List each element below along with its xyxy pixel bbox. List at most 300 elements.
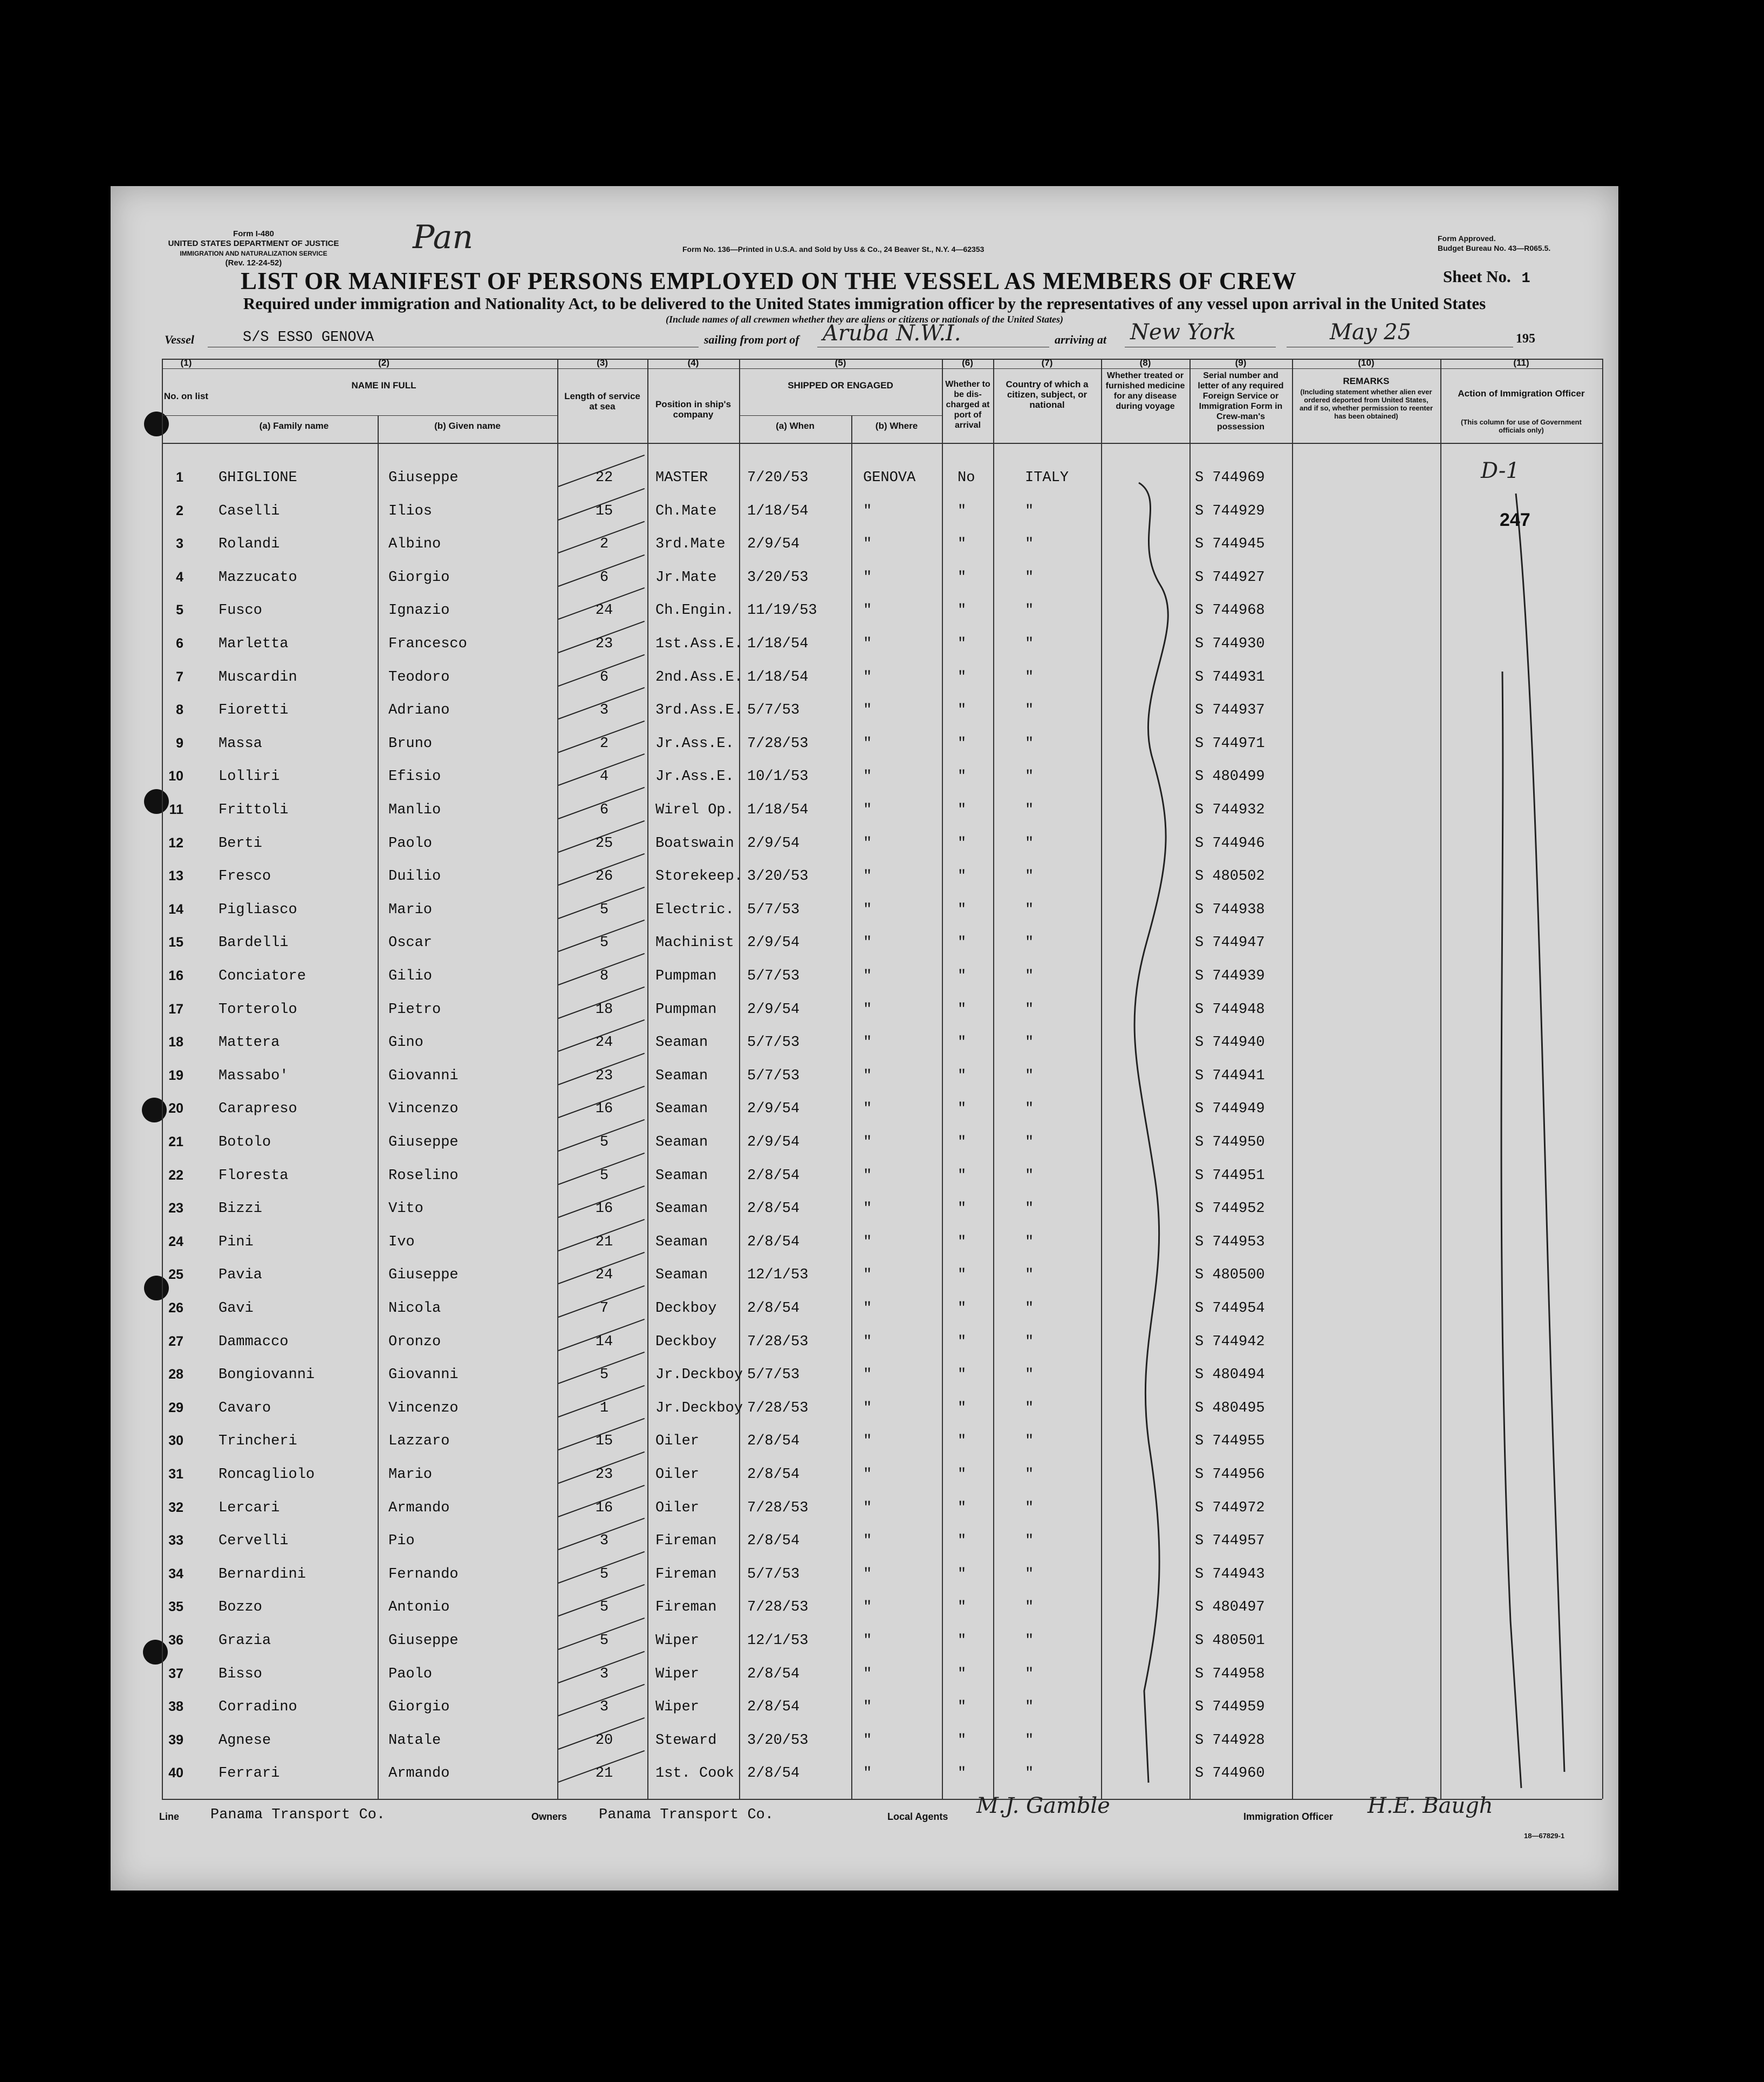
cell-position: Deckboy (655, 1300, 717, 1317)
cell-serial: S 480499 (1195, 769, 1265, 785)
cell-family: Lolliri (218, 769, 280, 785)
cell-discharged: " (958, 1599, 967, 1616)
cell-service: 21 (595, 1765, 613, 1782)
cell-serial: S 744951 (1195, 1167, 1265, 1184)
row-number: 35 (168, 1599, 183, 1615)
cell-when: 2/9/54 (747, 1101, 800, 1118)
col-family-name: (a) Family name (259, 421, 329, 431)
annotation-d1: D-1 (1481, 458, 1520, 483)
cell-country: " (1025, 1367, 1034, 1384)
cell-given: Pietro (388, 1001, 441, 1018)
cell-family: GHIGLIONE (218, 470, 297, 486)
row-number: 18 (168, 1035, 183, 1050)
officer-signature: H.E. Baugh (1368, 1793, 1493, 1818)
cell-discharged: " (958, 735, 967, 752)
cell-when: 1/18/54 (747, 802, 809, 818)
table-row (162, 1393, 1602, 1426)
cell-country: " (1025, 1533, 1034, 1550)
cell-family: Fusco (218, 602, 263, 619)
cell-position: Storekeep. (655, 868, 743, 885)
row-number: 26 (168, 1300, 183, 1316)
owners-label: Owners (531, 1811, 568, 1822)
row-number: 32 (168, 1499, 183, 1515)
col5-number: (5) (835, 358, 846, 368)
cell-where: " (863, 1599, 872, 1616)
arriving-label: arriving at (1055, 333, 1106, 346)
budget-number: Budget Bureau No. 43—R065.5. (1438, 244, 1551, 252)
cell-position: Seaman (655, 1035, 708, 1051)
cell-where: " (863, 868, 872, 885)
col-shipped-engaged: SHIPPED OR ENGAGED (788, 380, 893, 391)
row-number: 27 (168, 1333, 183, 1349)
cell-given: Paolo (388, 835, 433, 852)
cell-when: 2/8/54 (747, 1167, 800, 1184)
arrival-date: May 25 (1330, 320, 1412, 345)
cell-service: 5 (599, 1367, 609, 1384)
row-number: 8 (176, 702, 183, 718)
cell-given: Adriano (388, 702, 450, 719)
cell-discharged: " (958, 935, 967, 951)
cell-family: Mattera (218, 1035, 280, 1051)
cell-where: " (863, 835, 872, 852)
cell-country: " (1025, 569, 1034, 586)
cell-discharged: " (958, 1234, 967, 1250)
cell-where: " (863, 802, 872, 818)
cell-given: Francesco (388, 636, 467, 652)
cell-where: " (863, 1035, 872, 1051)
cell-country: " (1025, 1400, 1034, 1416)
cell-family: Ferrari (218, 1765, 280, 1782)
cell-serial: S 744953 (1195, 1234, 1265, 1250)
cell-given: Albino (388, 536, 441, 553)
cell-discharged: " (958, 669, 967, 686)
cell-given: Oronzo (388, 1333, 441, 1350)
table-row (162, 1259, 1602, 1293)
cell-when: 5/7/53 (747, 702, 800, 719)
cell-given: Giuseppe (388, 1267, 459, 1284)
cell-country: " (1025, 669, 1034, 686)
cell-service: 3 (599, 1666, 609, 1682)
row-number: 6 (176, 636, 183, 651)
table-row (162, 1459, 1602, 1492)
cell-serial: S 744947 (1195, 935, 1265, 951)
cell-serial: S 744929 (1195, 503, 1265, 519)
cell-when: 2/8/54 (747, 1467, 800, 1483)
page-subtitle: Required under immigration and Nationality Act, to be delivered to the United States immigration officer by the representatives of any vessel upon arrival in the United States (243, 294, 1486, 313)
cell-service: 3 (599, 1699, 609, 1716)
cell-family: Bernardini (218, 1566, 306, 1583)
row-number: 15 (168, 935, 183, 950)
cell-position: 3rd.Ass.E. (655, 702, 743, 719)
cell-where: " (863, 1001, 872, 1018)
cell-service: 24 (595, 1035, 613, 1051)
cell-given: Vincenzo (388, 1101, 459, 1118)
cell-service: 15 (595, 503, 613, 519)
cell-service: 5 (599, 1599, 609, 1616)
form-code: 18—67829-1 (1524, 1832, 1565, 1840)
cell-country: " (1025, 1666, 1034, 1682)
cell-serial: S 744930 (1195, 636, 1265, 652)
cell-serial: S 744946 (1195, 835, 1265, 852)
cell-position: Seaman (655, 1267, 708, 1284)
table-row (162, 927, 1602, 961)
cell-when: 12/1/53 (747, 1267, 809, 1284)
row-number: 37 (168, 1666, 183, 1681)
col-remarks-note: (Including statement whether alien ever ordered deported from United States, and if so, whether permission to reenter has been obtained) (1299, 388, 1433, 420)
cell-discharged: No (958, 470, 975, 486)
cell-country: " (1025, 1300, 1034, 1317)
col-given-name: (b) Given name (434, 421, 501, 431)
cell-where: " (863, 1167, 872, 1184)
cell-family: Fioretti (218, 702, 289, 719)
cell-position: Jr.Ass.E. (655, 735, 734, 752)
col-no-on-list: No. on list (163, 391, 209, 401)
cell-discharged: " (958, 1201, 967, 1217)
cell-where: " (863, 1234, 872, 1250)
table-row (162, 462, 1602, 496)
cell-serial: S 744948 (1195, 1001, 1265, 1018)
cell-when: 2/9/54 (747, 1001, 800, 1018)
officer-label: Immigration Officer (1243, 1811, 1334, 1822)
cell-country: " (1025, 1234, 1034, 1250)
approval-block (1438, 234, 1550, 253)
row-number: 10 (168, 769, 183, 784)
cell-country: " (1025, 901, 1034, 918)
cell-given: Fernando (388, 1566, 459, 1583)
cell-serial: S 744959 (1195, 1699, 1265, 1716)
cell-country: " (1025, 1101, 1034, 1118)
cell-discharged: " (958, 835, 967, 852)
col7-number: (7) (1041, 358, 1053, 368)
col1-number: (1) (180, 358, 192, 368)
cell-service: 6 (599, 669, 609, 686)
action-line (1440, 488, 1602, 1793)
cell-where: " (863, 735, 872, 752)
cell-given: Gilio (388, 968, 433, 984)
cell-country: " (1025, 702, 1034, 719)
cell-serial: S 744971 (1195, 735, 1265, 752)
cell-position: Wiper (655, 1666, 700, 1682)
cell-service: 21 (595, 1234, 613, 1250)
cell-discharged: " (958, 1467, 967, 1483)
cell-where: " (863, 935, 872, 951)
cell-country: " (1025, 1765, 1034, 1782)
page-title: LIST OR MANIFEST OF PERSONS EMPLOYED ON THE VESSEL AS MEMBERS OF CREW (241, 268, 1297, 295)
form-approved: Form Approved. (1438, 234, 1496, 243)
cell-family: Trincheri (218, 1433, 297, 1450)
cell-country: ITALY (1025, 470, 1069, 486)
cell-when: 7/28/53 (747, 1499, 809, 1516)
cell-given: Gino (388, 1035, 423, 1051)
cell-position: Jr.Deckboy (655, 1367, 743, 1384)
cell-service: 26 (595, 868, 613, 885)
row-number: 19 (168, 1067, 183, 1083)
cell-discharged: " (958, 1134, 967, 1150)
table-row (162, 1326, 1602, 1360)
cell-where: " (863, 536, 872, 553)
col-position: Position in ship's company (655, 399, 731, 420)
cell-service: 1 (599, 1400, 609, 1416)
cell-when: 7/28/53 (747, 1400, 809, 1416)
col-where: (b) Where (875, 421, 918, 431)
cell-where: " (863, 1367, 872, 1384)
line-value: Panama Transport Co. (210, 1807, 386, 1823)
cell-where: " (863, 1699, 872, 1716)
revision: (Rev. 12-24-52) (225, 258, 282, 268)
cell-family: Berti (218, 835, 263, 852)
row-number: 9 (176, 735, 183, 751)
cell-discharged: " (958, 802, 967, 818)
cell-discharged: " (958, 1533, 967, 1550)
cell-serial: S 480500 (1195, 1267, 1265, 1284)
cell-position: Seaman (655, 1167, 708, 1184)
cell-given: Ivo (388, 1234, 415, 1250)
row-number: 24 (168, 1234, 183, 1249)
cell-country: " (1025, 935, 1034, 951)
row-number: 11 (169, 802, 183, 817)
cell-where: " (863, 1732, 872, 1749)
table-row (162, 1127, 1602, 1160)
cell-where: " (863, 669, 872, 686)
cell-when: 7/28/53 (747, 1333, 809, 1350)
cell-family: Roncagliolo (218, 1467, 315, 1483)
service: IMMIGRATION AND NATURALIZATION SERVICE (180, 250, 327, 257)
cell-discharged: " (958, 503, 967, 519)
col2-number: (2) (378, 358, 389, 368)
cell-discharged: " (958, 1067, 967, 1084)
cell-country: " (1025, 1333, 1034, 1350)
cell-position: Steward (655, 1732, 717, 1749)
cell-country: " (1025, 503, 1034, 519)
cell-given: Giuseppe (388, 1633, 459, 1649)
table-row (162, 1659, 1602, 1692)
sailing-label: sailing from port of (704, 333, 799, 346)
cell-family: Rolandi (218, 536, 280, 553)
cell-discharged: " (958, 1699, 967, 1716)
cell-discharged: " (958, 1765, 967, 1782)
col11-number: (11) (1513, 358, 1529, 368)
cell-family: Grazia (218, 1633, 271, 1649)
cell-serial: S 744942 (1195, 1333, 1265, 1350)
cell-service: 6 (599, 569, 609, 586)
cell-discharged: " (958, 1499, 967, 1516)
cell-when: 5/7/53 (747, 1035, 800, 1051)
cell-where: " (863, 602, 872, 619)
cell-family: Carapreso (218, 1101, 297, 1118)
cell-position: 3rd.Mate (655, 536, 726, 553)
cell-serial: S 744928 (1195, 1732, 1265, 1749)
cell-service: 23 (595, 1467, 613, 1483)
cell-serial: S 480494 (1195, 1367, 1265, 1384)
col-discharged: Whether to be dis-charged at port of arrival (945, 380, 990, 430)
cell-discharged: " (958, 968, 967, 984)
cell-country: " (1025, 1001, 1034, 1018)
cell-when: 2/9/54 (747, 835, 800, 852)
cell-position: Machinist (655, 935, 734, 951)
cell-service: 2 (599, 735, 609, 752)
cell-when: 2/8/54 (747, 1201, 800, 1217)
table-row (162, 1359, 1602, 1393)
row-number: 28 (168, 1367, 183, 1382)
sheet-number-block (1443, 267, 1530, 287)
cell-when: 7/28/53 (747, 1599, 809, 1616)
cell-family: Mazzucato (218, 569, 297, 586)
cell-service: 15 (595, 1433, 613, 1450)
cell-service: 20 (595, 1732, 613, 1749)
medicine-squiggle (1101, 477, 1189, 1793)
row-number: 30 (168, 1433, 183, 1449)
row-number: 16 (168, 968, 183, 983)
cell-service: 16 (595, 1101, 613, 1118)
cell-serial: S 744955 (1195, 1433, 1265, 1450)
cell-serial: S 744958 (1195, 1666, 1265, 1682)
cell-position: Pumpman (655, 1001, 717, 1018)
cell-discharged: " (958, 1035, 967, 1051)
cell-service: 8 (599, 968, 609, 984)
cell-when: 1/18/54 (747, 669, 809, 686)
table-row (162, 1293, 1602, 1326)
cell-when: 5/7/53 (747, 968, 800, 984)
cell-family: Torterolo (218, 1001, 297, 1018)
cell-service: 5 (599, 1167, 609, 1184)
cell-serial: S 744957 (1195, 1533, 1265, 1550)
cell-service: 24 (595, 602, 613, 619)
cell-serial: S 744943 (1195, 1566, 1265, 1583)
cell-given: Nicola (388, 1300, 441, 1317)
cell-where: " (863, 1300, 872, 1317)
cell-position: Fireman (655, 1599, 717, 1616)
cell-family: Fresco (218, 868, 271, 885)
table-row (162, 1691, 1602, 1725)
cell-country: " (1025, 1467, 1034, 1483)
table-row (162, 894, 1602, 928)
cell-position: Deckboy (655, 1333, 717, 1350)
cell-family: Massa (218, 735, 263, 752)
vessel-line (165, 320, 1599, 354)
cell-given: Lazzaro (388, 1433, 450, 1450)
cell-family: Bongiovanni (218, 1367, 315, 1384)
row-number: 39 (168, 1732, 183, 1748)
table-row (162, 695, 1602, 728)
cell-family: Bisso (218, 1666, 263, 1682)
cell-country: " (1025, 1035, 1034, 1051)
cell-family: Frittoli (218, 802, 289, 818)
sheet-label: Sheet No. (1443, 267, 1511, 286)
cell-family: Bizzi (218, 1201, 263, 1217)
cell-when: 11/19/53 (747, 602, 817, 619)
cell-position: Oiler (655, 1499, 700, 1516)
cell-when: 2/9/54 (747, 536, 800, 553)
cell-given: Duilio (388, 868, 441, 885)
cell-position: Oiler (655, 1467, 700, 1483)
cell-serial: S 744940 (1195, 1035, 1265, 1051)
cell-where: " (863, 1499, 872, 1516)
row-number: 2 (176, 503, 183, 518)
table-row (162, 761, 1602, 795)
cell-position: Jr.Deckboy (655, 1400, 743, 1416)
handwritten-note: Pan (413, 218, 474, 256)
cell-when: 3/20/53 (747, 868, 809, 885)
cell-position: Wiper (655, 1699, 700, 1716)
cell-where: " (863, 702, 872, 719)
cell-service: 16 (595, 1499, 613, 1516)
cell-service: 16 (595, 1201, 613, 1217)
cell-given: Mario (388, 901, 433, 918)
cell-position: Seaman (655, 1201, 708, 1217)
sheet-number: 1 (1521, 271, 1530, 287)
col-length-of-service: Length of service at sea (564, 391, 640, 412)
col6-number: (6) (962, 358, 973, 368)
row-number: 36 (168, 1633, 183, 1648)
cell-position: Fireman (655, 1533, 717, 1550)
cell-service: 5 (599, 1633, 609, 1649)
cell-where: " (863, 968, 872, 984)
cell-when: 12/1/53 (747, 1633, 809, 1649)
cell-given: Armando (388, 1499, 450, 1516)
cell-where: " (863, 901, 872, 918)
cell-position: Ch.Mate (655, 503, 717, 519)
cell-given: Giorgio (388, 1699, 450, 1716)
cell-where: " (863, 1633, 872, 1649)
cell-when: 1/18/54 (747, 636, 809, 652)
cell-discharged: " (958, 636, 967, 652)
cell-serial: S 744945 (1195, 536, 1265, 553)
table-row (162, 595, 1602, 628)
cell-given: Antonio (388, 1599, 450, 1616)
cell-discharged: " (958, 536, 967, 553)
cell-where: " (863, 1433, 872, 1450)
cell-position: Jr.Ass.E. (655, 769, 734, 785)
cell-given: Ilios (388, 503, 433, 519)
cell-position: 2nd.Ass.E. (655, 669, 743, 686)
cell-family: Pini (218, 1234, 254, 1250)
cell-when: 10/1/53 (747, 769, 809, 785)
cell-family: Bozzo (218, 1599, 263, 1616)
cell-given: Giovanni (388, 1067, 459, 1084)
cell-country: " (1025, 868, 1034, 885)
cell-service: 5 (599, 901, 609, 918)
printer-line: Form No. 136—Printed in U.S.A. and Sold by Uss & Co., 24 Beaver St., N.Y. 4—62353 (682, 245, 984, 254)
owners-value: Panama Transport Co. (599, 1807, 774, 1823)
arriving-port: New York (1130, 320, 1236, 345)
cell-discharged: " (958, 1333, 967, 1350)
cell-given: Natale (388, 1732, 441, 1749)
cell-service: 4 (599, 769, 609, 785)
cell-where: GENOVA (863, 470, 916, 486)
cell-when: 5/7/53 (747, 901, 800, 918)
cell-country: " (1025, 769, 1034, 785)
col9-number: (9) (1235, 358, 1247, 368)
cell-when: 5/7/53 (747, 1566, 800, 1583)
cell-position: Oiler (655, 1433, 700, 1450)
table-row (162, 1725, 1602, 1758)
cell-given: Pio (388, 1533, 415, 1550)
cell-service: 5 (599, 935, 609, 951)
cell-service: 6 (599, 802, 609, 818)
row-number: 17 (168, 1001, 183, 1017)
cell-service: 2 (599, 536, 609, 553)
cell-where: " (863, 1400, 872, 1416)
cell-country: " (1025, 802, 1034, 818)
cell-given: Teodoro (388, 669, 450, 686)
cell-when: 1/18/54 (747, 503, 809, 519)
cell-country: " (1025, 1499, 1034, 1516)
cell-service: 25 (595, 835, 613, 852)
cell-serial: S 744954 (1195, 1300, 1265, 1317)
col-when: (a) When (776, 421, 815, 431)
cell-serial: S 744969 (1195, 470, 1265, 486)
cell-country: " (1025, 735, 1034, 752)
